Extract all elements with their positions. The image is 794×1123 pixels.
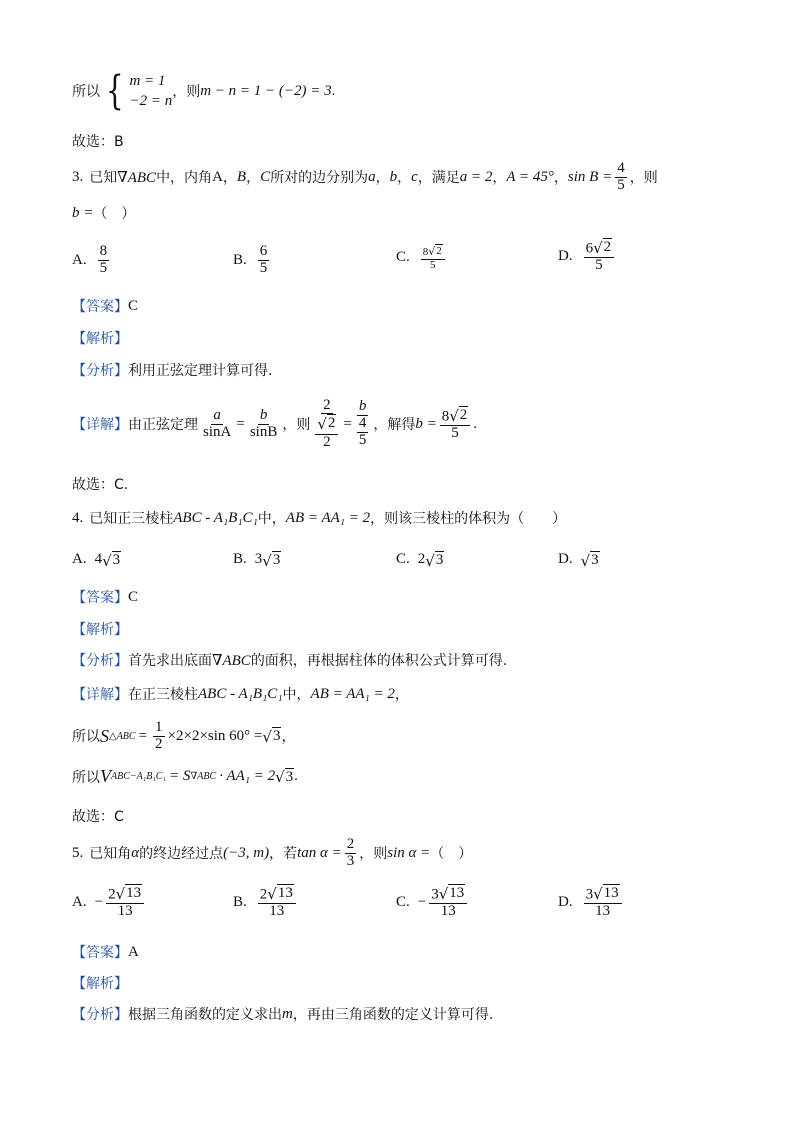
q3-choice: 故选：C. — [72, 477, 129, 493]
q3-stem: 3. 已知 ∇ABC 中，内角 A ， B ， C 所对的边分别为 a ， b ， c ，满足 a = 2 ， A = 45° ， sin B = $\frac{4}{5}$ ，则 — [72, 159, 658, 193]
q4-option-d[interactable]: D. √ 3 — [558, 551, 599, 570]
q2-choice: 故选：B — [72, 134, 124, 150]
q5-analysis-heading: 【解析】 — [72, 976, 128, 992]
q3-option-d[interactable]: D. 6 √ 2 5 — [558, 238, 617, 274]
q4-volume-step: 所以 V ABC−A₁B₁C₁ = S ∇ABC · AA₁ = 2 √ 3 . — [72, 766, 298, 787]
q4-option-b[interactable]: B. 3 √ 3 — [233, 551, 281, 570]
q4-option-c[interactable]: C. 2 √ 3 — [396, 551, 444, 570]
q5-option-d[interactable]: D. 3 √ 13 13 — [558, 884, 625, 920]
q5-option-a[interactable]: A. − 2 √ 13 13 — [72, 884, 147, 920]
q4-fenxi: 【分析】 首先求出底面 ∇ABC 的面积，再根据柱体的体积公式计算可得. — [72, 652, 508, 669]
q5-option-b[interactable]: B. 2 √ 13 13 — [233, 884, 299, 920]
q3-ask: b = （ ） — [72, 204, 136, 222]
q4-stem: 4. 已知正三棱柱 ABC - A₁B₁C₁ 中， AB = AA₁ = 2 ，则该三棱柱的体积为（ ） — [72, 509, 567, 527]
equation-system: m = 1 −2 = n — [129, 72, 173, 109]
left-brace: { — [105, 68, 124, 114]
q4-choice: 故选：C — [72, 809, 124, 825]
q5-fenxi: 【分析】 根据三角函数的定义求出 m ，再由三角函数的定义计算可得. — [72, 1005, 494, 1023]
q3-option-c[interactable]: C. 8 √ 2 5 — [396, 244, 448, 271]
q4-analysis-heading: 【解析】 — [72, 622, 128, 638]
q4-xiangjie: 【详解】 在正三棱柱 ABC - A₁B₁C₁ 中， AB = AA₁ = 2 ， — [72, 685, 409, 703]
q3-xiangjie: 【详解】 由正弦定理 $\frac{a}{\sin A}$ = $\frac{b}{\sin B}$ ，则 2 √ 2 2 = $\frac{b}{\frac{4}{5}}$ ，解得 b = 8 √ 2 5 . — [72, 396, 478, 450]
q5-stem: 5. 已知角 α 的终边经过点 (−3, m) ，若 tan α = $\frac{2}{3}$ ，则 sin α = （ ） — [72, 835, 473, 869]
q5-option-c[interactable]: C. − 3 √ 13 13 — [396, 884, 470, 920]
q3-analysis-heading: 【解析】 — [72, 331, 128, 347]
q2-conclusion: 所以 { m = 1 −2 = n ，则 m − n = 1 − (−2) = 3 . — [72, 68, 336, 114]
q4-option-a[interactable]: A. 4 √ 3 — [72, 551, 121, 570]
q3-option-b[interactable]: B. $\frac{6}{5}$ — [233, 243, 268, 276]
q5-answer: 【答案】 A — [72, 943, 139, 961]
q3-answer: 【答案】 C — [72, 297, 139, 315]
q4-area-step: 所以 S △ABC = $\frac{1}{2}$ ×2×2×sin 60° = √ 3 ， — [72, 718, 296, 752]
q3-fenxi: 【分析】 利用正弦定理计算可得. — [72, 363, 273, 379]
q4-answer: 【答案】 C — [72, 588, 139, 606]
q3-option-a[interactable]: A. $\frac{8}{5}$ — [72, 243, 108, 276]
